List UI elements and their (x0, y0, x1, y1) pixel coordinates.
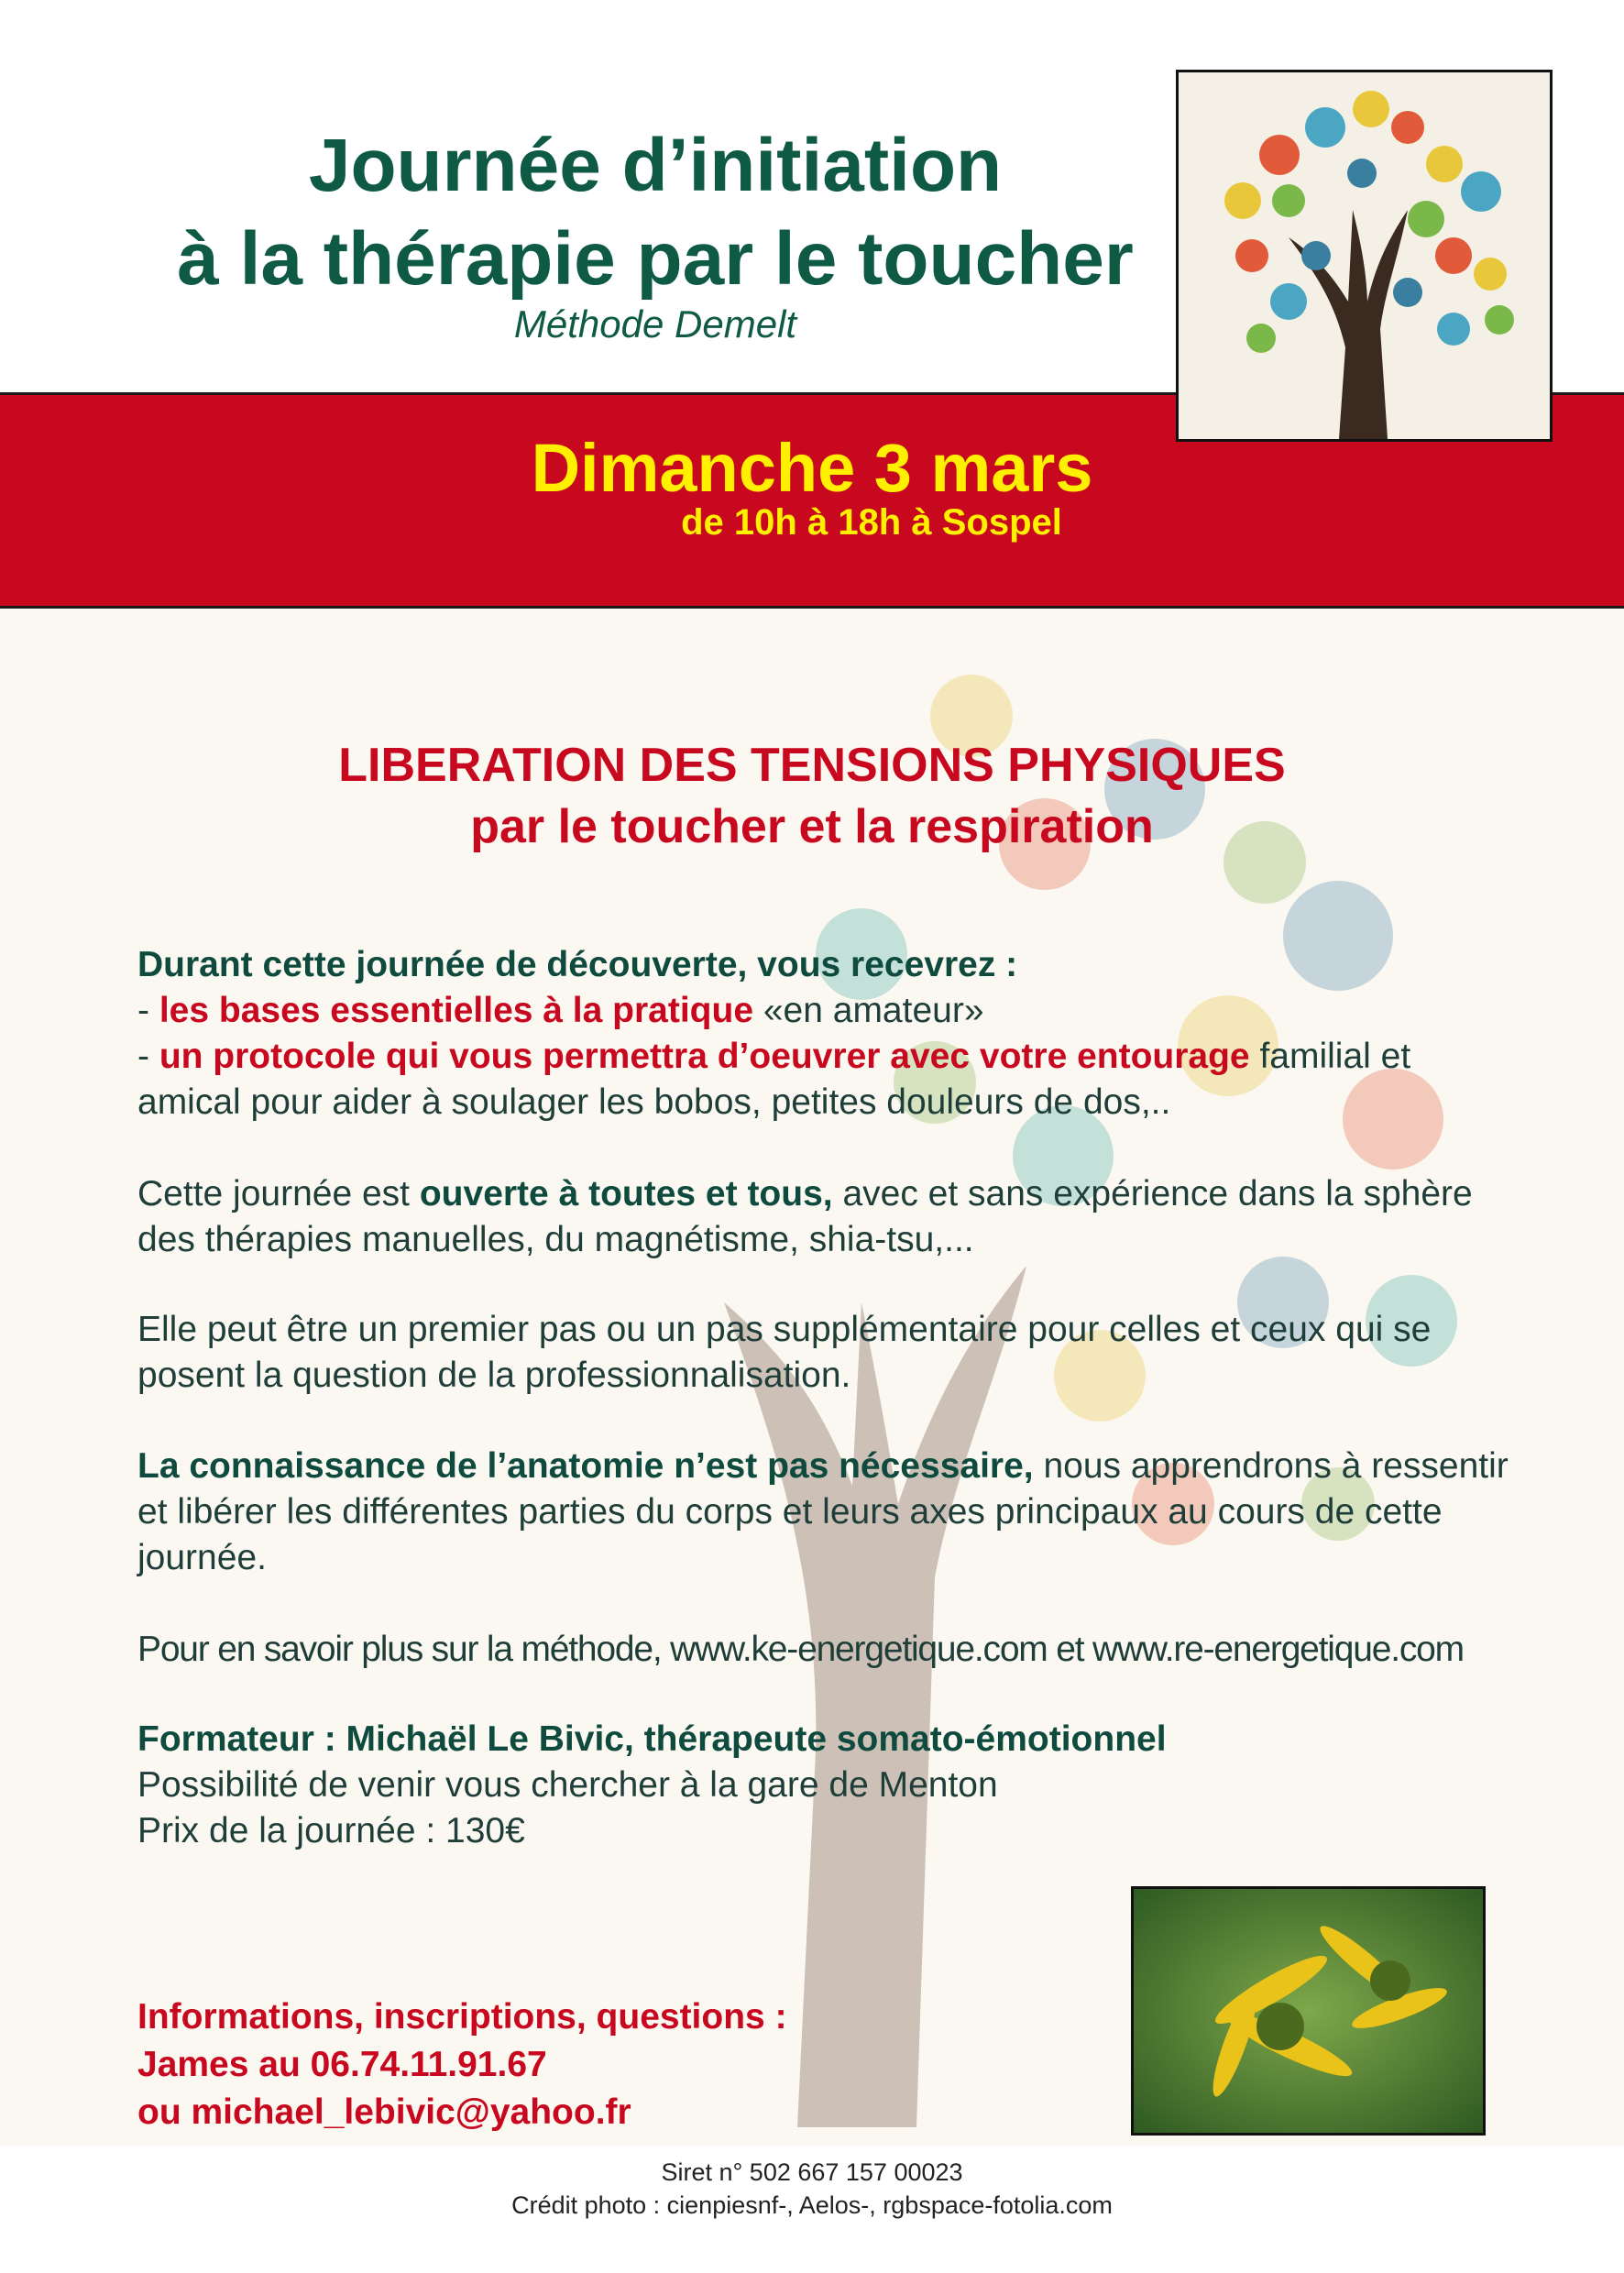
item2-rest: familial et amical pour aider à soulager les bobos, petites douleurs de dos,.. (137, 1037, 1411, 1122)
professional-paragraph: Elle peut être un premier pas ou un pas supplémentaire pour celles et ceux qui se posent la question de la professionnalisation. (137, 1310, 1432, 1395)
event-time-place: de 10h à 18h à Sospel (681, 502, 1062, 543)
intro-paragraph (137, 942, 1512, 1126)
photo-credit: Crédit photo : cienpiesnf-, Aelos-, rgbspace-fotolia.com (511, 2191, 1113, 2219)
contact-email: ou michael_lebivic@yahoo.fr (137, 2092, 631, 2132)
p2-rest: avec et sans expérience dans la sphère des thérapies manuelles, du magnétisme, shia-tsu,... (137, 1174, 1473, 1259)
contact-phone: James au 06.74.11.91.67 (137, 2045, 547, 2084)
p2-highlight: ouverte à toutes et tous, (419, 1174, 833, 1213)
website-paragraph: Pour en savoir plus sur la méthode, www.ke-energetique.com et www.re-energetique.com (137, 1630, 1464, 1669)
contact-block (137, 1993, 1054, 2136)
p4-rest: nous apprendrons à ressentir et libérer les différentes parties du corps et leurs axes principaux au cours de cette journée. (137, 1446, 1509, 1577)
flower-photo (1131, 1886, 1486, 2136)
item1-prefix: - (137, 991, 159, 1030)
item1-rest: «en amateur» (753, 991, 984, 1030)
anatomy-paragraph (137, 1444, 1512, 1581)
event-date: Dimanche 3 mars (531, 430, 1093, 506)
trainer-block (137, 1717, 1512, 1854)
trainer-role: , thérapeute somato-émotionnel (623, 1719, 1167, 1759)
openness-paragraph (137, 1171, 1512, 1263)
intro-text: Durant cette journée de découverte, vous recevrez : (137, 945, 1018, 984)
siret-text: Siret n° 502 667 157 00023 (661, 2158, 963, 2186)
section-title-line-2: par le toucher et la respiration (470, 800, 1154, 853)
tree-photo (1176, 70, 1553, 442)
subtitle: Méthode Demelt (513, 302, 797, 346)
item1-highlight: les bases essentielles à la pratique (159, 991, 754, 1030)
trainer-name: Formateur : Michaël Le Bivic (137, 1719, 624, 1759)
contact-heading: Informations, inscriptions, questions : (137, 1997, 787, 2037)
pickup-info: Possibilité de venir vous chercher à la gare de Menton (137, 1765, 998, 1805)
title-line-1: Journée d’initiation (308, 124, 1003, 207)
price-info: Prix de la journée : 130€ (137, 1811, 525, 1850)
item2-prefix: - (137, 1037, 159, 1076)
item2-highlight: un protocole qui vous permettra d’oeuvrer avec votre entourage (159, 1037, 1250, 1076)
footer (0, 2156, 1624, 2222)
section-title-line-1: LIBERATION DES TENSIONS PHYSIQUES (338, 739, 1286, 792)
title-line-2: à la thérapie par le toucher (177, 217, 1134, 301)
p4-highlight: La connaissance de l’anatomie n’est pas nécessaire, (137, 1446, 1034, 1486)
p2-prefix: Cette journée est (137, 1174, 420, 1213)
